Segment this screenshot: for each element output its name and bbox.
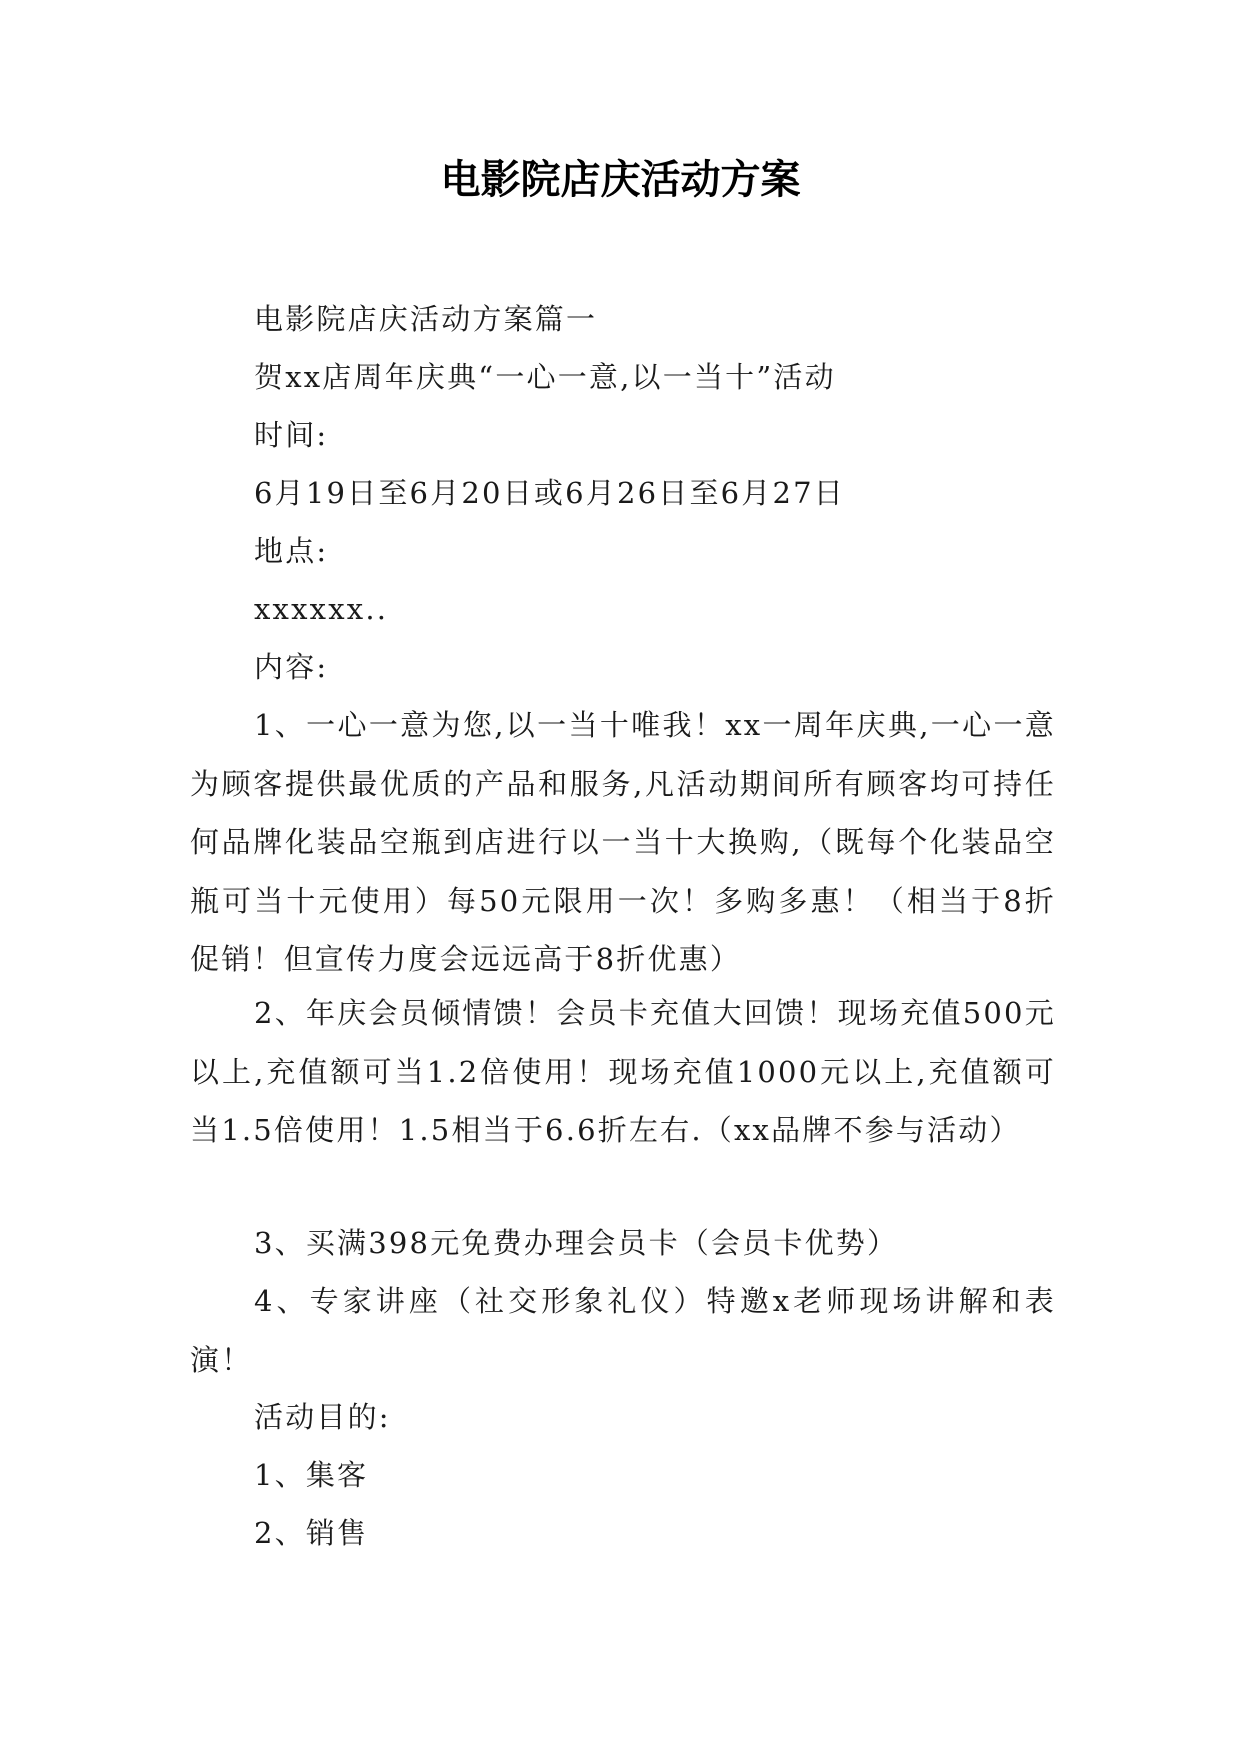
- content-item-2: 2、年庆会员倾情馈！会员卡充值大回馈！现场充值500元以上,充值额可当1.2倍使用！现场充值1000元以上,充值额可当1.5倍使用！1.5相当于6.6折左右.（xx品牌不参与活动）: [190, 996, 1056, 1147]
- time-value: 6月19日至6月20日或6月26日至6月27日: [254, 476, 846, 510]
- purpose-item-1: 1、集客: [254, 1458, 369, 1492]
- content-item-3: 3、买满398元免费办理会员卡（会员卡优势）: [254, 1226, 899, 1260]
- event-name: 贺xx店周年庆典“一心一意,以一当十”活动: [254, 360, 836, 394]
- location-value: xxxxxx..: [254, 592, 389, 626]
- content-label: 内容:: [254, 650, 329, 684]
- time-label: 时间:: [254, 418, 329, 452]
- content-item-4: 4、专家讲座（社交形象礼仪）特邀x老师现场讲解和表演！: [190, 1284, 1056, 1377]
- purpose-item-2: 2、销售: [254, 1516, 369, 1550]
- section-heading: 电影院店庆活动方案篇一: [254, 302, 598, 336]
- content-item-1: 1、一心一意为您,以一当十唯我！xx一周年庆典,一心一意为顾客提供最优质的产品和服务,凡活动期间所有顾客均可持任何品牌化装品空瓶到店进行以一当十大换购,（既每个化装品空瓶可当十元使用）每50元限用一次！多购多惠！（相当于8折促销！但宣传力度会远远高于8折优惠）: [190, 708, 1056, 976]
- location-label: 地点:: [254, 534, 329, 568]
- document-title: 电影院店庆活动方案: [440, 156, 801, 203]
- purpose-label: 活动目的:: [254, 1400, 391, 1434]
